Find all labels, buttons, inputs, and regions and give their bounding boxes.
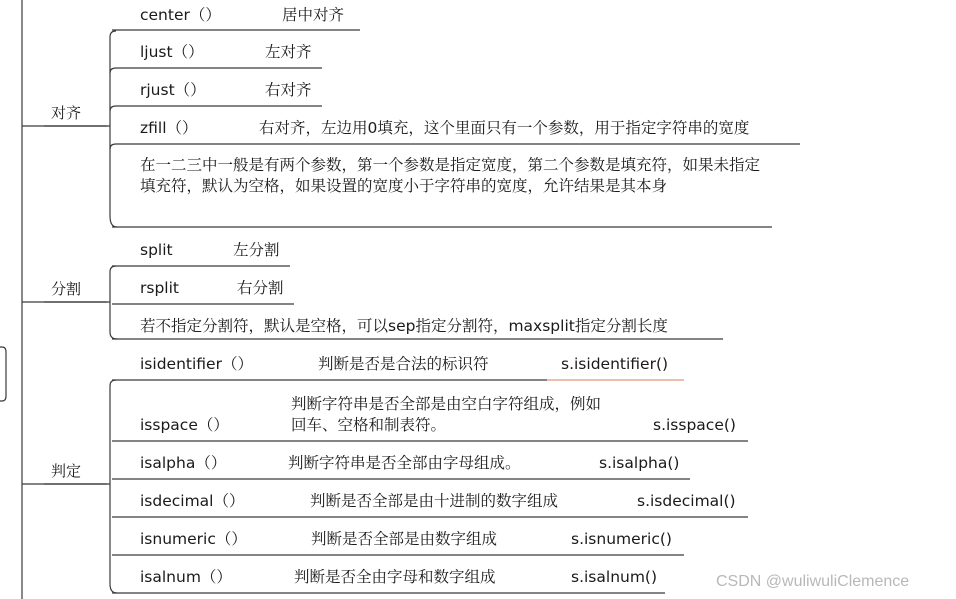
desc-isalpha: 判断字符串是否全部由字母组成。 (288, 454, 521, 472)
desc-isalnum: 判断是否全由字母和数字组成 (294, 568, 496, 586)
desc-isdecimal: 判断是否全部是由十进制的数字组成 (310, 492, 559, 510)
desc-isidentifier: 判断是否是合法的标识符 (318, 355, 489, 373)
method-rjust: rjust（） (140, 81, 206, 99)
method-center: center（） (140, 6, 221, 24)
method-zfill: zfill（） (140, 119, 198, 137)
desc-center: 居中对齐 (282, 6, 345, 24)
root-node-bracket (0, 347, 6, 401)
example-isspace: s.isspace() (653, 416, 736, 434)
method-isspace: isspace（） (140, 416, 229, 434)
group-label-align: 对齐 (51, 104, 82, 122)
method-split: split (140, 241, 173, 259)
desc-zfill: 右对齐，左边用0填充，这个里面只有一个参数，用于指定字符串的宽度 (259, 119, 750, 137)
judge-bracket (110, 380, 117, 593)
method-isnumeric: isnumeric（） (140, 530, 247, 548)
desc-split: 左分割 (233, 241, 280, 259)
method-ljust: ljust（） (140, 43, 204, 61)
align-item-underline (110, 68, 322, 73)
example-isalnum: s.isalnum() (571, 568, 658, 586)
desc-isspace: 判断字符串是否全部是由空白字符组成，例如回车、空格和制表符。 (291, 395, 602, 434)
watermark: CSDN @wuliwuliClemence (716, 573, 910, 590)
desc-rsplit: 右分割 (237, 279, 284, 297)
example-isnumeric: s.isnumeric() (571, 530, 672, 548)
method-isidentifier: isidentifier（） (140, 355, 253, 373)
example-isalpha: s.isalpha() (599, 454, 680, 472)
example-isidentifier: s.isidentifier() (561, 355, 669, 373)
split-bracket (110, 266, 117, 339)
group-label-judge: 判定 (51, 462, 82, 480)
desc-rjust: 右对齐 (265, 81, 312, 99)
align-bracket (110, 31, 117, 227)
method-rsplit: rsplit (140, 279, 179, 297)
method-isalnum: isalnum（） (140, 568, 232, 586)
group-label-split: 分割 (51, 280, 82, 298)
align-item-underline (110, 144, 800, 149)
desc-ljust: 左对齐 (265, 43, 312, 61)
method-isalpha: isalpha（） (140, 454, 227, 472)
note-split: 若不指定分割符，默认是空格，可以sep指定分割符，maxsplit指定分割长度 (140, 317, 668, 335)
example-isdecimal: s.isdecimal() (637, 492, 736, 510)
desc-isnumeric: 判断是否全部是由数字组成 (311, 530, 498, 548)
align-item-underline (110, 106, 322, 111)
method-isdecimal: isdecimal（） (140, 492, 245, 510)
note-align: 在一二三中一般是有两个参数，第一个参数是指定宽度，第二个参数是填充符，如果未指定填充符，默认为空格，如果设置的宽度小于字符串的宽度，允许结果是其本身 (140, 156, 761, 195)
